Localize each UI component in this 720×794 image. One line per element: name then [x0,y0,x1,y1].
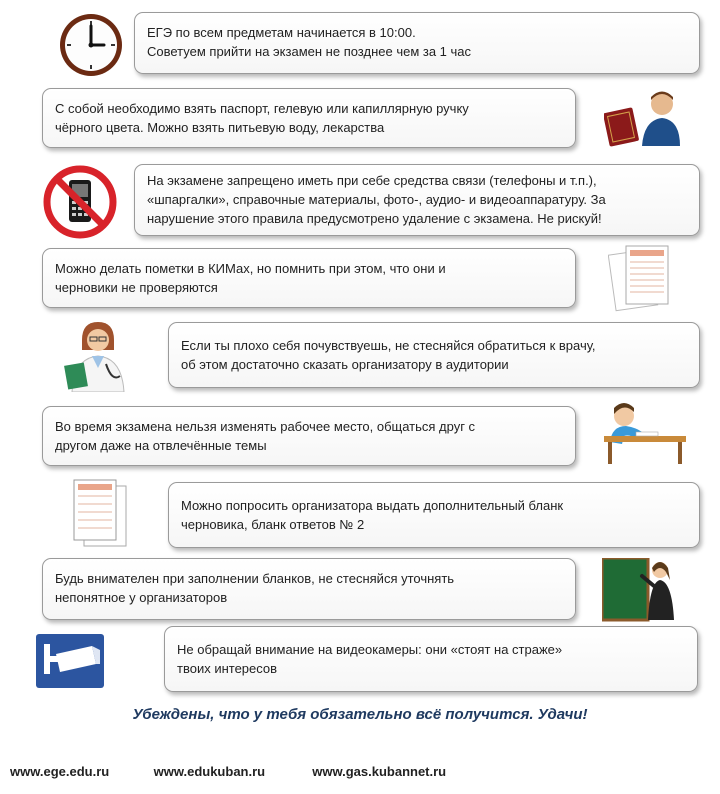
tip-card-doctor [168,322,700,388]
tip-line: На экзамене запрещено иметь при себе средства связи (телефоны и т.п.), [147,173,597,188]
closing-message: Убеждены, что у тебя обязательно всё получится. Удачи! [132,706,588,723]
exam-sheets-icon [608,242,674,314]
tip-line: нарушение этого правила предусмотрено удаление с экзамена. Не рискуй! [147,211,602,226]
tip-line: черновики не проверяются [55,280,218,295]
tip-line: Будь внимателен при заполнении бланков, не стесняйся уточнять [55,571,455,586]
tip-line: «шпаргалки», справочные материалы, фото-, аудио- и видеоаппаратуру. За [147,192,606,207]
answer-forms-icon [70,476,132,550]
tip-card-extra-forms [168,482,700,548]
tip-line: С собой необходимо взять паспорт, гелевую или капиллярную ручку [55,101,469,116]
tip-line: чёрного цвета. Можно взять питьевую воду, лекарства [55,120,385,135]
link-ege[interactable]: www.ege.edu.ru [10,764,110,779]
tip-card-start-time [134,12,700,74]
tip-line: твоих интересов [177,661,278,676]
tip-line: Если ты плохо себя почувствуешь, не стесняйся обратиться к врачу, [181,338,596,353]
tip-card-notes-in-kim [42,248,576,308]
no-phone-icon [42,164,118,240]
tip-line: черновика, бланк ответов № 2 [181,517,365,532]
video-camera-icon [36,634,104,688]
tip-line: Можно делать пометки в КИМах, но помнить при этом, что они и [55,261,446,276]
tip-card-what-to-bring [42,88,576,148]
footer-links [10,764,446,779]
tip-line: непонятное у организаторов [55,590,228,605]
clock-icon [58,12,124,78]
link-edukuban[interactable]: www.edukuban.ru [153,764,266,779]
tip-line: Советуем прийти на экзамен не позднее чем за 1 час [147,44,472,59]
doctor-icon [62,320,134,392]
link-gas-kubannet[interactable]: www.gas.kubannet.ru [312,764,447,779]
tip-line: другом даже на отвлечённые темы [55,438,267,453]
tip-line: ЕГЭ по всем предметам начинается в 10:00. [147,25,416,40]
tip-card-filling-forms [42,558,576,620]
tip-line: об этом достаточно сказать организатору в аудитории [181,357,509,372]
tip-card-workplace [42,406,576,466]
student-desk-icon [600,402,688,466]
tip-card-prohibited-items [134,164,700,236]
teacher-board-icon [602,558,680,622]
tip-line: Можно попросить организатора выдать дополнительный бланк [181,498,564,513]
tip-line: Не обращай внимание на видеокамеры: они «стоят на страже» [177,642,563,657]
passport-person-icon [604,88,680,148]
tip-line: Во время экзамена нельзя изменять рабочее место, общаться друг с [55,419,476,434]
tip-card-cameras [164,626,698,692]
